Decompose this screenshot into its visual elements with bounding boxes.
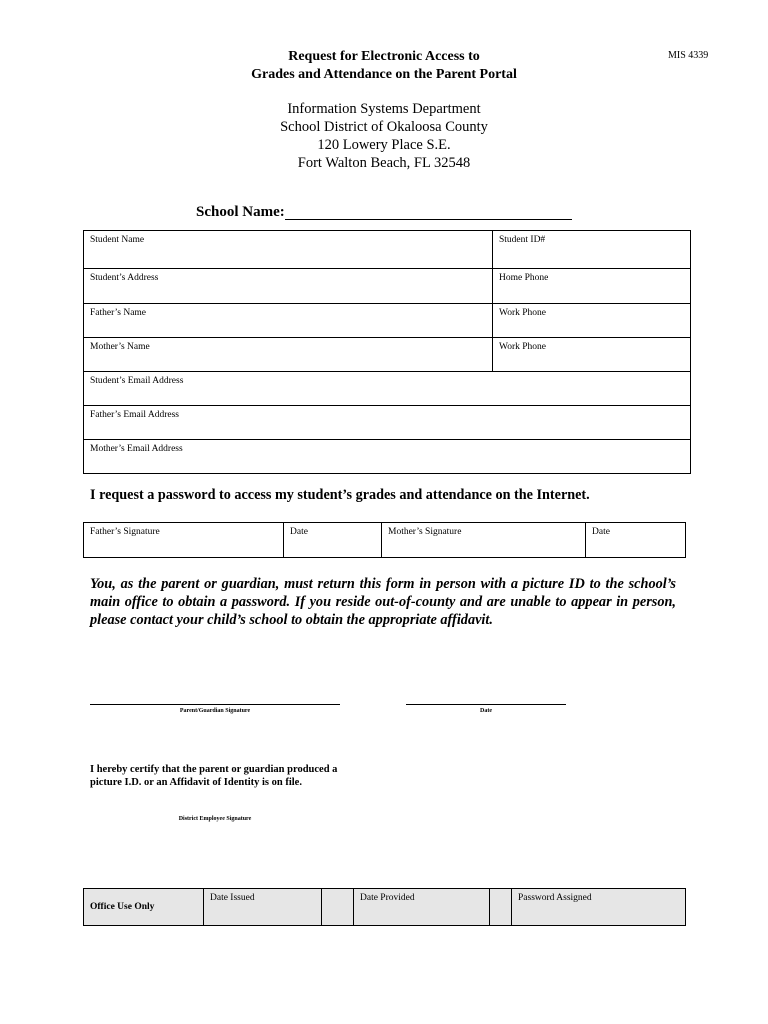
mother-signature-label: Mother’s Signature	[388, 527, 462, 537]
father-date-field[interactable]	[284, 523, 382, 558]
city-state-zip: Fort Walton Beach, FL 32548	[297, 155, 471, 171]
form-title-line2: Grades and Attendance on the Parent Portal	[251, 67, 517, 82]
notice-paragraph: You, as the parent or guardian, must return this form in person with a picture ID to the school’s main office to obtain a password. If you reside out-of-county and are unable to appear in person, please contact your child’s school to obtain the appropriate affidavit.	[90, 576, 676, 628]
student-id-label: Student ID#	[499, 235, 546, 245]
father-signature-label: Father’s Signature	[90, 527, 160, 537]
father-date-label: Date	[290, 527, 308, 537]
date-provided-value[interactable]	[490, 889, 512, 926]
form-title-line1: Request for Electronic Access to	[288, 49, 480, 64]
student-email-label: Student’s Email Address	[90, 376, 184, 386]
fathers-name-field[interactable]	[84, 304, 493, 338]
office-use-label: Office Use Only	[84, 889, 204, 926]
date-signature-caption: Date	[480, 708, 492, 714]
date-issued-cell[interactable]	[204, 889, 322, 926]
parent-guardian-signature-caption: Parent/Guardian Signature	[179, 708, 251, 714]
mothers-name-field[interactable]	[84, 338, 493, 372]
certification-line1: I hereby certify that the parent or guardian produced a	[90, 764, 338, 775]
parent-signature-table	[83, 522, 686, 558]
father-work-phone-field[interactable]	[493, 304, 691, 338]
student-name-field[interactable]	[84, 231, 493, 269]
form-code: MIS 4339	[668, 50, 709, 61]
home-phone-label: Home Phone	[499, 273, 549, 283]
mother-work-phone-field[interactable]	[493, 338, 691, 372]
school-name-label: School Name:	[196, 204, 285, 220]
office-use-table	[83, 888, 686, 926]
street-address: 120 Lowery Place S.E.	[317, 137, 451, 153]
mothers-name-label: Mother’s Name	[90, 342, 150, 352]
date-issued-value[interactable]	[322, 889, 354, 926]
date-issued-label: Date Issued	[210, 893, 255, 903]
dept-name: Information Systems Department	[287, 101, 481, 117]
certification-statement	[90, 763, 337, 789]
district-employee-signature-caption: District Employee Signature	[178, 816, 252, 822]
mother-signature-field[interactable]	[382, 523, 586, 558]
date-signature-line[interactable]	[406, 704, 566, 705]
father-email-label: Father’s Email Address	[90, 410, 180, 420]
password-assigned-cell[interactable]	[512, 889, 686, 926]
student-info-table	[83, 230, 691, 474]
fathers-name-label: Father’s Name	[90, 308, 147, 318]
student-email-field[interactable]	[84, 372, 691, 406]
request-statement: I request a password to access my student’s grades and attendance on the Internet.	[90, 487, 590, 503]
father-signature-field[interactable]	[84, 523, 284, 558]
home-phone-field[interactable]	[493, 269, 691, 304]
student-address-label: Student’s Address	[90, 273, 159, 283]
date-provided-cell[interactable]	[354, 889, 490, 926]
certification-line2: picture I.D. or an Affidavit of Identity is on file.	[90, 777, 302, 788]
mother-email-field[interactable]	[84, 440, 691, 474]
father-email-field[interactable]	[84, 406, 691, 440]
mother-date-field[interactable]	[586, 523, 686, 558]
date-provided-label: Date Provided	[360, 893, 415, 903]
student-id-field[interactable]	[493, 231, 691, 269]
school-name-field[interactable]	[285, 219, 572, 220]
student-name-label: Student Name	[90, 235, 145, 245]
mother-date-label: Date	[592, 527, 610, 537]
district-name: School District of Okaloosa County	[280, 119, 488, 135]
password-assigned-label: Password Assigned	[518, 893, 592, 903]
mother-work-phone-label: Work Phone	[499, 342, 546, 352]
student-address-field[interactable]	[84, 269, 493, 304]
mother-email-label: Mother’s Email Address	[90, 444, 183, 454]
parent-guardian-signature-line[interactable]	[90, 704, 340, 705]
father-work-phone-label: Work Phone	[499, 308, 546, 318]
